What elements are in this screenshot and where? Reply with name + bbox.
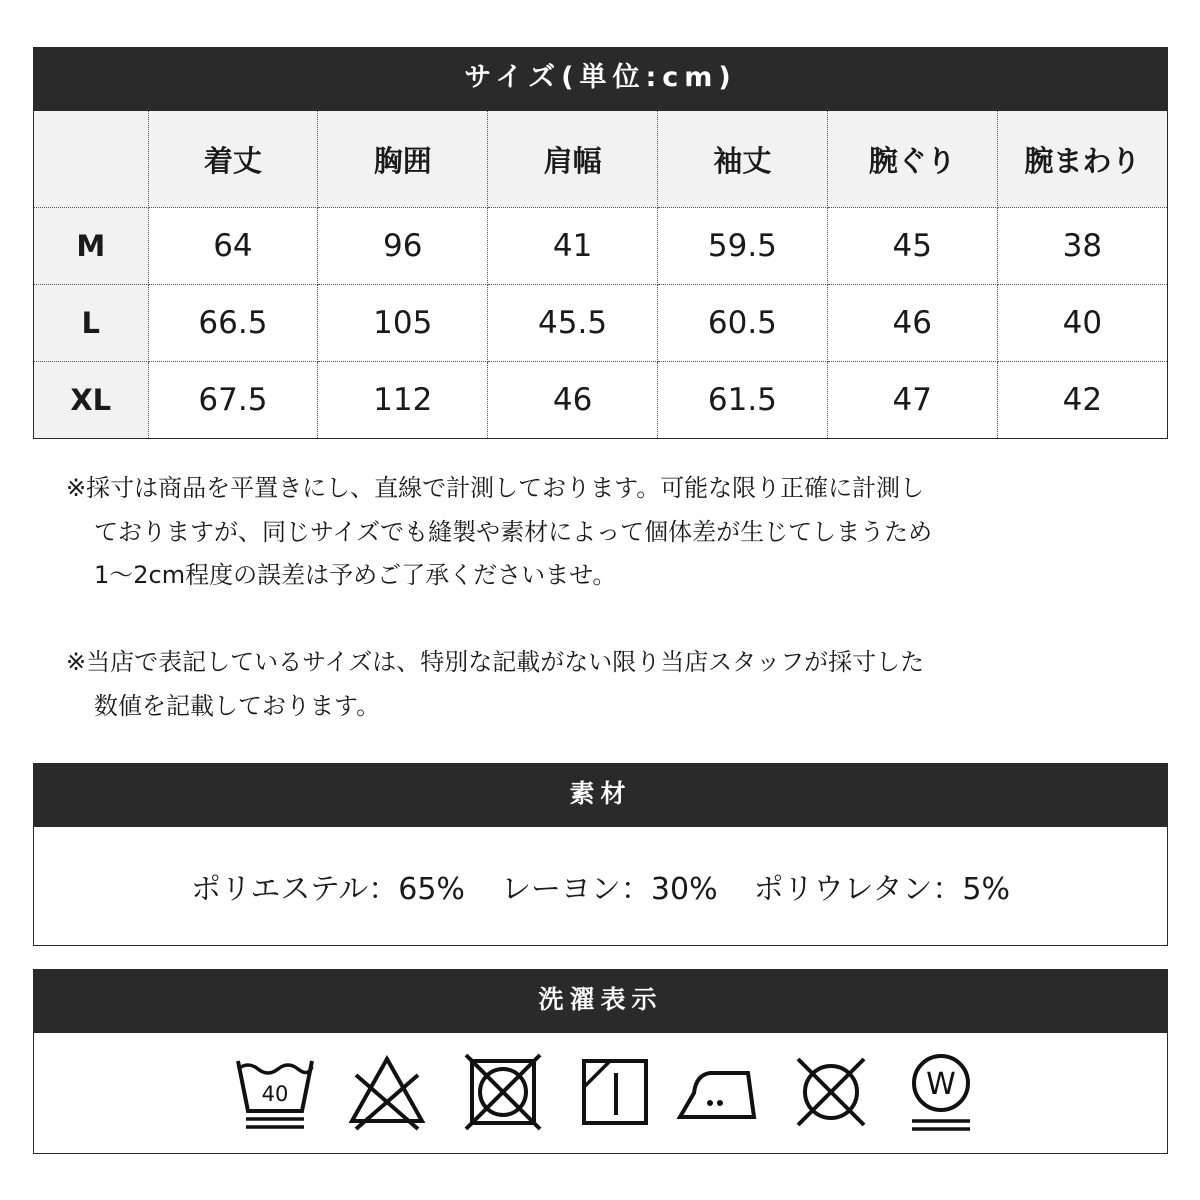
header-armhole: 腕ぐり: [827, 111, 997, 208]
table-cell: 38: [997, 208, 1167, 285]
table-cell: 96: [318, 208, 488, 285]
header-chest: 胸囲: [318, 111, 488, 208]
no-tumble-dry-icon: [462, 1051, 544, 1133]
table-cell: 42: [1062, 382, 1103, 418]
iron-low-icon: [676, 1051, 762, 1133]
note-line: ておりますが、同じサイズでも縫製や素材によって個体差が生じてしまうため: [94, 517, 933, 546]
table-cell: 45: [827, 208, 997, 285]
header-sleeve: 袖丈: [657, 111, 827, 208]
table-cell: 45.5: [488, 285, 658, 362]
size-section-title: サイズ(単位:cm): [34, 48, 1167, 111]
header-arm-circumference: 腕まわり: [997, 111, 1167, 208]
wet-clean-letter: W: [926, 1067, 956, 1102]
wash-temperature: 40: [261, 1082, 289, 1106]
material-section: [33, 763, 1168, 946]
row-size-label: XL: [34, 362, 148, 439]
measurement-note: [66, 467, 1066, 598]
line-dry-shade-icon: [574, 1051, 656, 1133]
care-section-title: 洗濯表示: [34, 970, 1167, 1033]
row-size-label: M: [34, 208, 148, 285]
size-table-header-row: [34, 111, 1167, 208]
table-cell: 112: [318, 362, 488, 439]
size-table-section: [33, 47, 1168, 439]
care-section: [33, 969, 1168, 1154]
note-line: ※当店で表記しているサイズは、特別な記載がない限り当店スタッフが採寸した: [66, 648, 925, 676]
material-item: ポリウレタン：5%: [753, 872, 1011, 907]
table-row: [34, 362, 1167, 439]
note-line: 1～2cm程度の誤差は予めご了承くださいませ。: [94, 561, 617, 589]
table-cell: 61.5: [657, 362, 827, 439]
table-cell: 46: [827, 285, 997, 362]
table-row: [34, 285, 1167, 362]
row-size-label: L: [34, 285, 148, 362]
wash-40-icon: [234, 1051, 316, 1133]
care-symbols: [34, 1033, 1167, 1153]
table-cell: 47: [827, 362, 997, 439]
wet-clean-gentle-icon: [900, 1051, 982, 1137]
material-item: ポリエステル：65%: [190, 872, 465, 907]
table-cell: 59.5: [657, 208, 827, 285]
no-bleach-icon: [346, 1051, 428, 1133]
header-shoulder: 肩幅: [488, 111, 658, 208]
table-cell: 105: [318, 285, 488, 362]
size-table-corner: [34, 111, 148, 208]
table-cell: 60.5: [657, 285, 827, 362]
size-source-note: [66, 641, 1066, 728]
header-length: 着丈: [148, 111, 318, 208]
material-composition: [34, 827, 1167, 945]
material-item: レーヨン：30%: [500, 872, 718, 907]
table-cell: 41: [488, 208, 658, 285]
note-line: 数値を記載しております。: [94, 691, 381, 720]
table-row: [34, 208, 1167, 285]
table-cell: 64: [148, 208, 318, 285]
size-table: [34, 111, 1167, 438]
material-section-title: 素材: [34, 764, 1167, 827]
table-cell: 66.5: [148, 285, 318, 362]
table-cell: 67.5: [148, 362, 318, 439]
note-line: ※採寸は商品を平置きにし、直線で計測しております。可能な限り正確に計測し: [66, 474, 925, 502]
table-cell: 46: [488, 362, 658, 439]
table-cell: 40: [997, 285, 1167, 362]
no-dry-clean-icon: [790, 1051, 872, 1133]
